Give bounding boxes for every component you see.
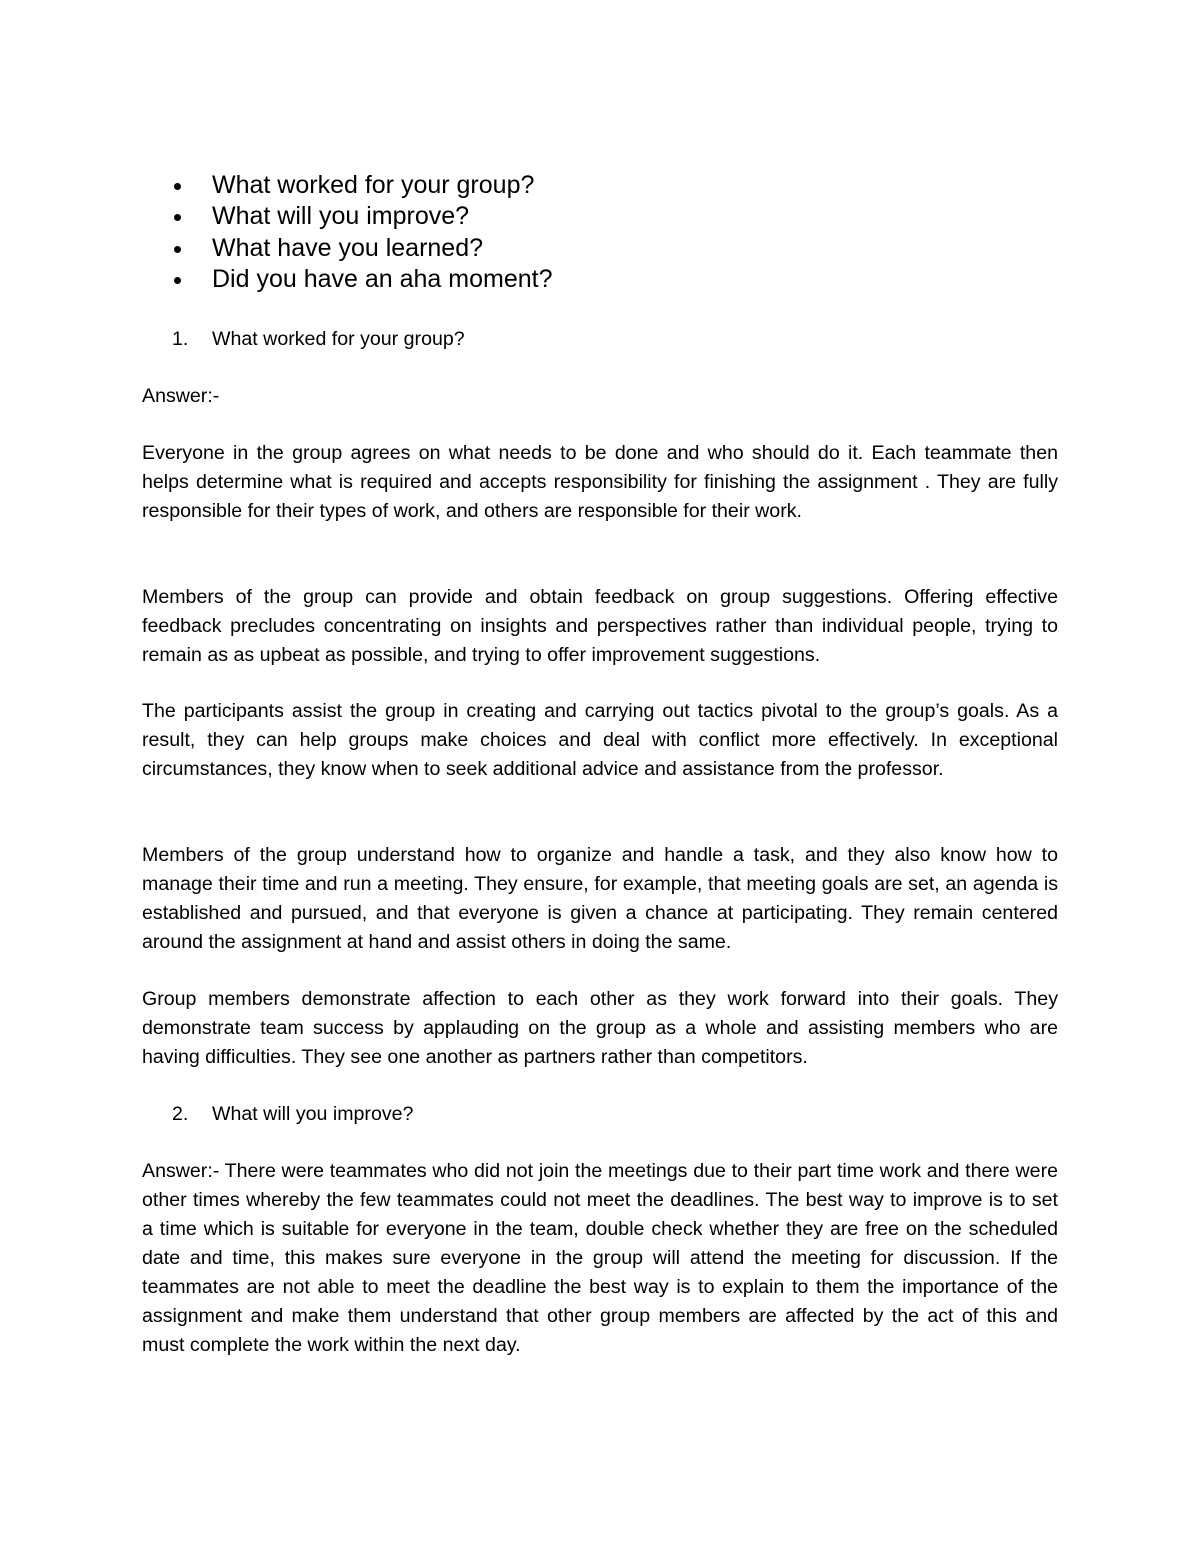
section-2-heading (172, 1100, 413, 1129)
section-1-heading (172, 325, 465, 354)
section-1-number: 1. (172, 328, 189, 350)
section-1-paragraph-1: Everyone in the group agrees on what needs to be done and who should do it. Each teammate then helps determine what is required and accepts responsibility for finishing the assignment . They are fully responsible for their types of work, and others are responsible for their work. (142, 442, 1058, 522)
bullet-icon (174, 183, 181, 190)
section-1-paragraph-3: The participants assist the group in creating and carrying out tactics pivotal to the group’s goals. As a result, they can help groups make choices and deal with conflict more effectively. In exceptional circumstances, they know when to seek additional advice and assistance from the professor. (142, 700, 1058, 780)
section-2-number: 2. (172, 1103, 189, 1125)
bullet-text: What have you learned? (212, 233, 484, 262)
section-2-title: What will you improve? (212, 1103, 414, 1125)
question-bullet-list (172, 170, 872, 295)
bullet-icon (174, 214, 181, 221)
bullet-text: What worked for your group? (212, 171, 535, 199)
bullet-item (172, 201, 872, 232)
section-2-answer: Answer:- There were teammates who did not join the meetings due to their part time work and there were other times whereby the few teammates could not meet the deadlines. The best way to improve is to set a time which is suitable for everyone in the team, double check whether they are free on the scheduled date and time, this makes sure everyone in the group will attend the meeting for discussion. If the teammates are not able to meet the deadline the best way is to explain to them the importance of the assignment and make them understand that other group members are affected by the act of this and must complete the work within the next day. (142, 1160, 1058, 1356)
section-1-answer-label: Answer:- (142, 385, 220, 407)
bullet-item (172, 264, 872, 295)
section-1-paragraph-5: Group members demonstrate affection to each other as they work forward into their goals. They demonstrate team success by applauding on the group as a whole and assisting members who are having difficulties. They see one another as partners rather than competitors. (142, 988, 1058, 1068)
bullet-text: What will you improve? (212, 202, 470, 231)
bullet-icon (174, 246, 181, 253)
section-1-paragraph-2: Members of the group can provide and obtain feedback on group suggestions. Offering effective feedback precludes concentrating on insights and perspectives rather than individual people, trying to remain as as upbeat as possible, and trying to offer improvement suggestions. (142, 586, 1058, 666)
bullet-item (172, 233, 872, 264)
section-1-paragraph-4: Members of the group understand how to organize and handle a task, and they also know how to manage their time and run a meeting. They ensure, for example, that meeting goals are set, an agenda is established and pursued, and that everyone is given a chance at participating. They remain centered around the assignment at hand and assist others in doing the same. (142, 844, 1058, 953)
bullet-text: Did you have an aha moment? (212, 264, 553, 293)
section-1-title: What worked for your group? (212, 328, 465, 350)
bullet-icon (174, 277, 181, 284)
bullet-item (172, 170, 872, 201)
